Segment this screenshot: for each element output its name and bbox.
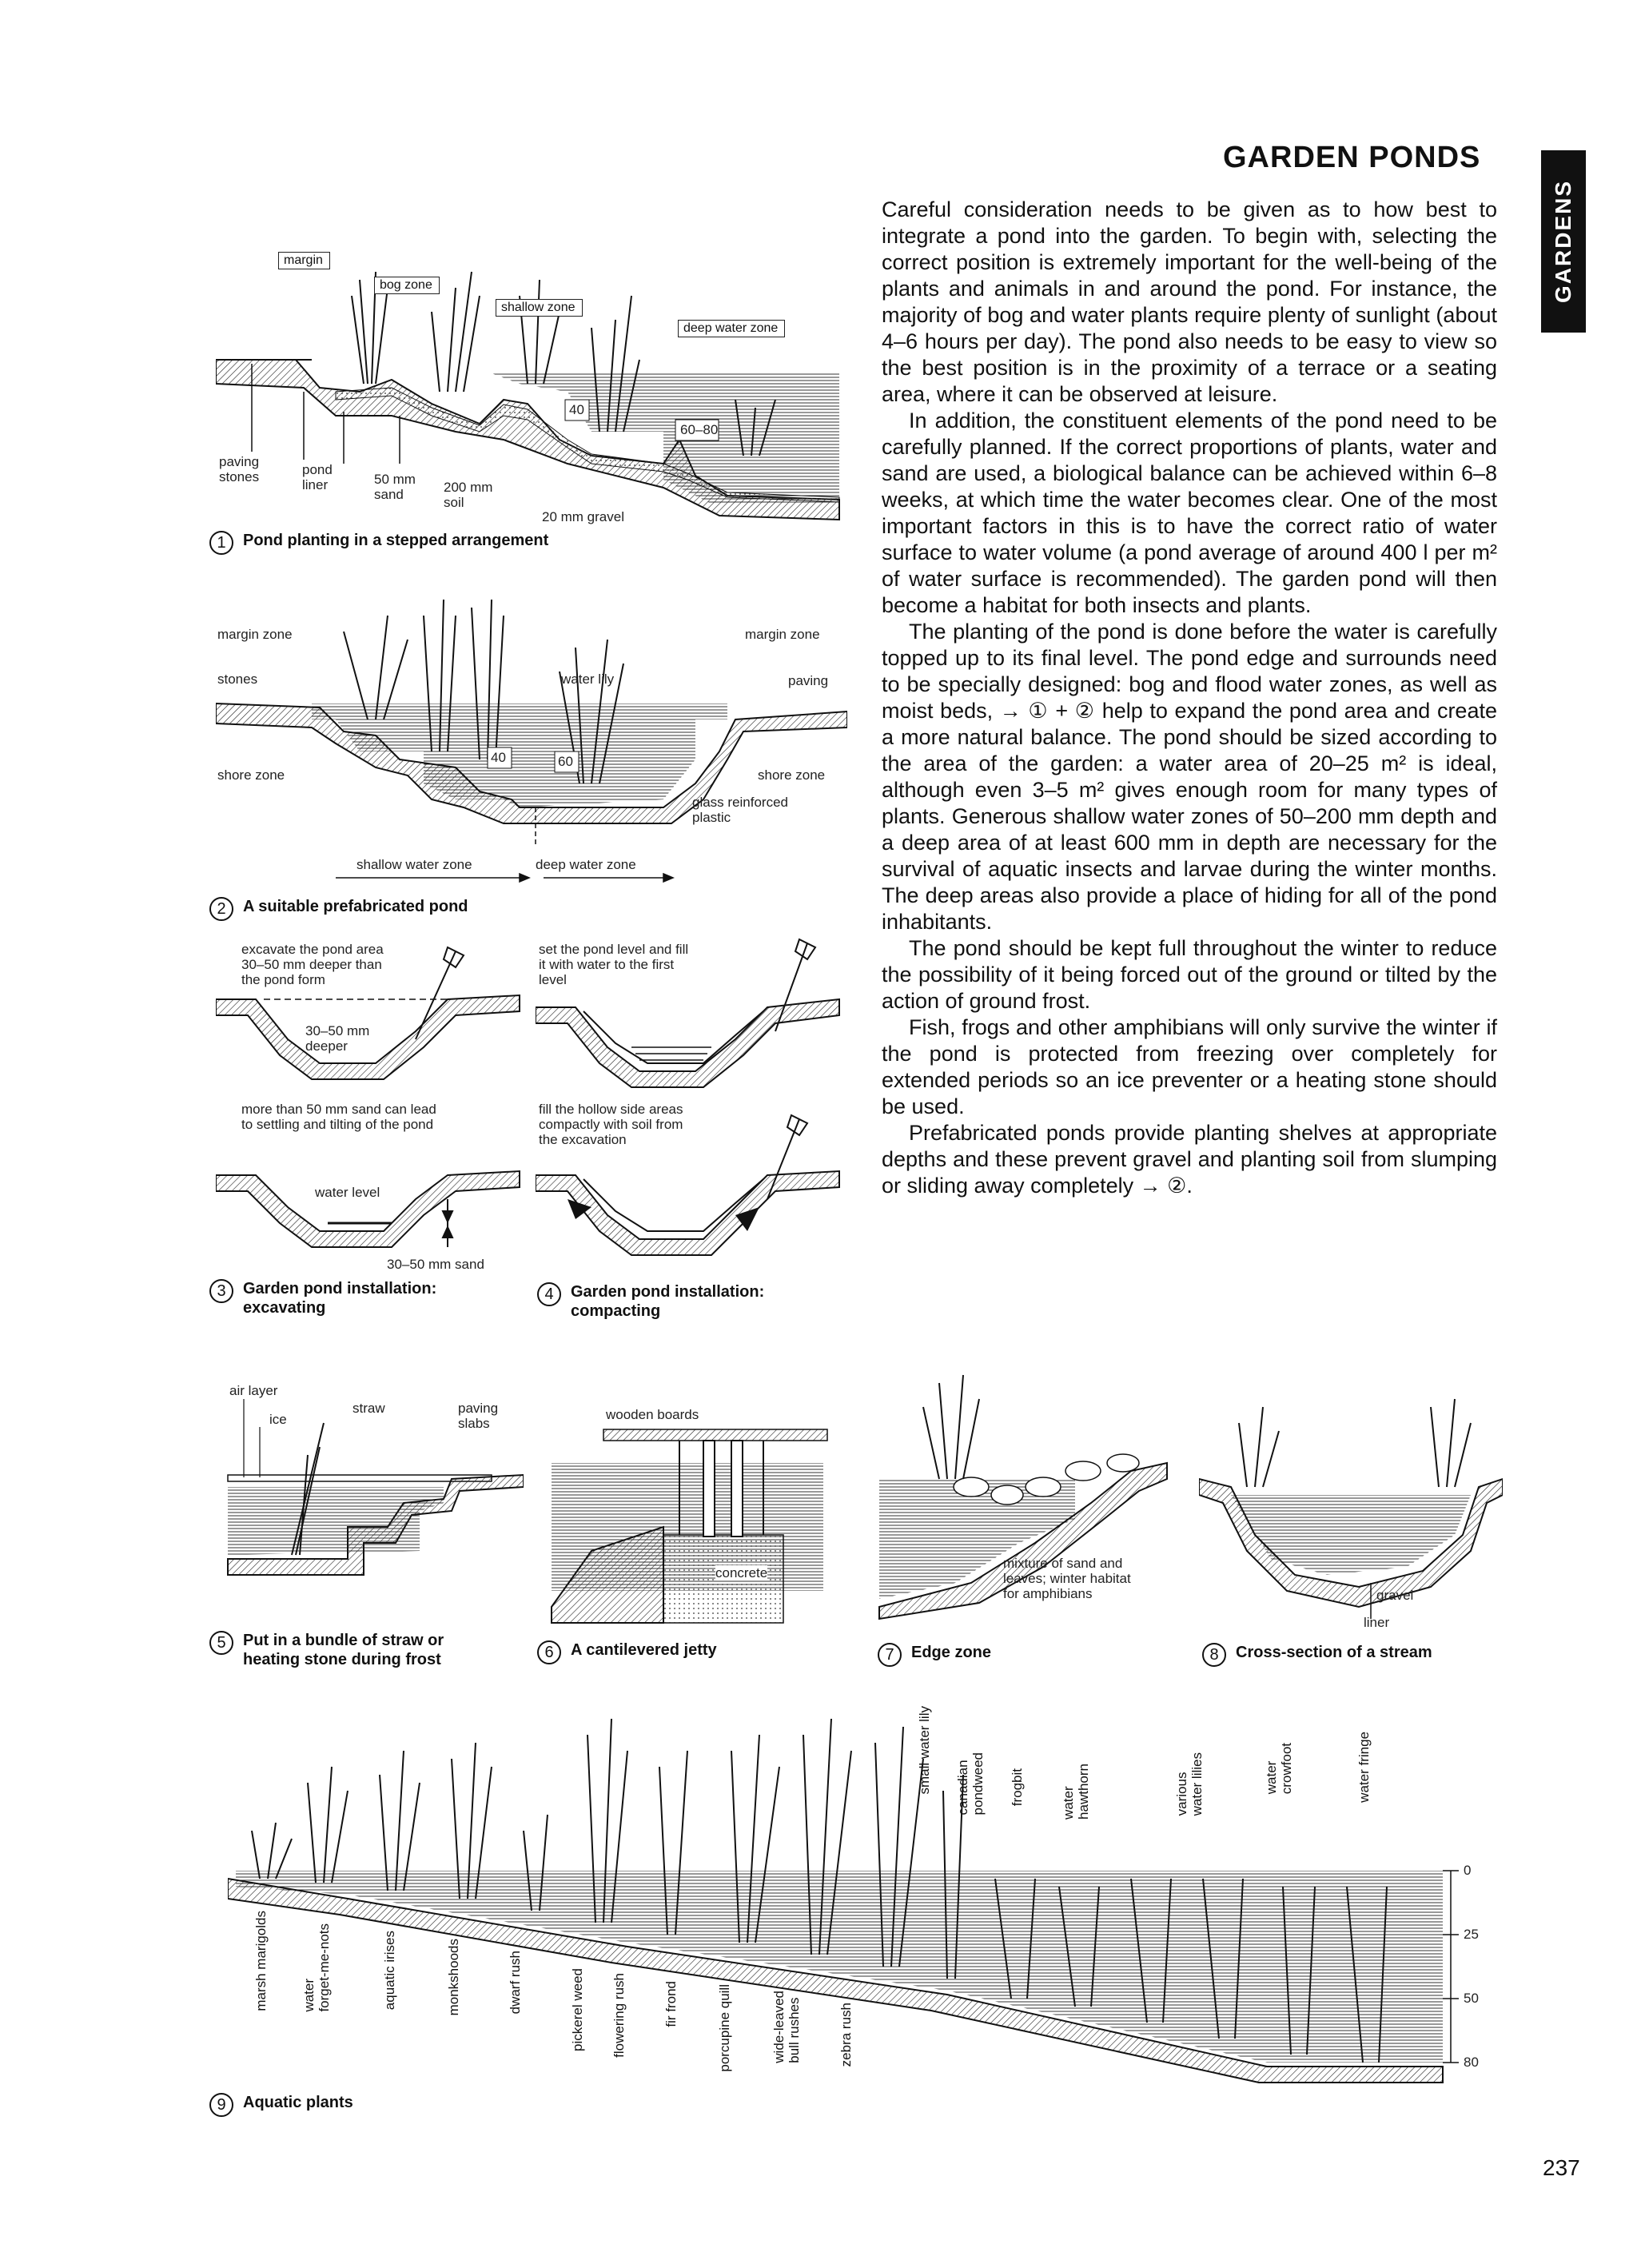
label-sand: 30–50 mm sand: [387, 1257, 484, 1272]
label-air-layer: air layer: [229, 1383, 278, 1398]
figure-3: [216, 935, 536, 1287]
figure-3-caption: [209, 1279, 436, 1317]
figure-number: 7: [878, 1643, 902, 1667]
label-shore-zone-right: shore zone: [758, 767, 826, 783]
figure-number: 9: [209, 2093, 233, 2117]
figure-2-caption: [209, 897, 468, 921]
label-excavate: excavate the pond area 30–50 mm deeper than the pond form: [241, 942, 384, 987]
plant-label-marsh-marigolds: marsh marigolds: [253, 1911, 269, 2011]
plant-label-zebra-rush: zebra rush: [838, 2003, 854, 2067]
label-margin: margin: [278, 252, 330, 269]
figure-2-drawing: [216, 568, 847, 887]
caption-text: Cross-section of a stream: [1236, 1644, 1432, 1661]
plant-label-water-forget-me-nots: water forget-me-nots: [301, 1923, 332, 2012]
figure-9-drawing: [228, 1687, 1507, 2103]
label-ice: ice: [269, 1412, 287, 1427]
plant-label-water-hawthorn: water hawthorn: [1061, 1764, 1091, 1820]
figure-6-caption: [537, 1640, 717, 1664]
label-fill-sides: fill the hollow side areas compactly with soil from the excavation: [539, 1102, 683, 1147]
label-set-level: set the pond level and fill it with water to the first level: [539, 942, 689, 987]
caption-text: Pond planting in a stepped arrangement: [243, 532, 549, 549]
label-bog-zone: bog zone: [374, 277, 440, 294]
label-depth-40: 40: [569, 402, 584, 417]
label-depth-60-80: 60–80: [680, 422, 719, 437]
label-soil: 200 mm soil: [444, 480, 493, 510]
figure-8-drawing: [1199, 1375, 1503, 1631]
figure-5-caption: [209, 1631, 444, 1669]
caption-text: Garden pond installation: compacting: [571, 1283, 765, 1320]
label-mixture: mixture of sand and leaves; winter habitat for amphibians: [1003, 1556, 1131, 1601]
figure-4: [536, 935, 855, 1287]
figure-number: 4: [537, 1282, 561, 1306]
page-number: 237: [1543, 2155, 1580, 2180]
label-paving-slabs: paving slabs: [458, 1401, 499, 1431]
label-water-level: water level: [315, 1185, 380, 1200]
plant-label-aquatic-irises: aquatic irises: [382, 1931, 397, 2011]
caption-text: Put in a bundle of straw or heating stone during frost: [243, 1632, 444, 1668]
figure-9: [228, 1687, 1507, 2103]
depth-0: 0: [1464, 1863, 1472, 1878]
label-more-than: more than 50 mm sand can lead to settling and tilting of the pond: [241, 1102, 436, 1132]
plant-label-wide-leaved-bull-rushes: wide-leaved bull rushes: [771, 1991, 802, 2063]
label-deep-zone: deep water zone: [678, 320, 785, 337]
plant-label-porcupine-quill: porcupine quill: [717, 1984, 732, 2072]
label-depth-40: 40: [491, 750, 506, 765]
plant-label-monkshoods: monkshoods: [446, 1939, 461, 2016]
figure-8-caption: [1202, 1643, 1432, 1667]
plant-label-flowering-rush: flowering rush: [611, 1973, 627, 2058]
plant-label-pickerel-weed: pickerel weed: [570, 1968, 585, 2051]
label-wooden-boards: wooden boards: [606, 1407, 699, 1422]
paragraph: In addition, the constituent elements of the pond need to be carefully planned. If the correct proportions of plants, water and sand are used, a biological balance can be achieved within 6–8 weeks, at which time the water becomes clear. One of the most important factors in this is to have the correct ratio of water surface to water volume (a pond average of around 400 l per m² of water surface is recommended). The garden pond will then become a habitat for both insects and plants.: [882, 409, 1497, 617]
figure-number: 8: [1202, 1643, 1226, 1667]
figure-4-caption: [537, 1282, 764, 1321]
figure-number: 2: [209, 897, 233, 921]
caption-text: Aquatic plants: [243, 2094, 353, 2111]
figure-number: 1: [209, 531, 233, 555]
plant-label-water-crowfoot: water crowfoot: [1264, 1743, 1294, 1795]
label-margin-zone-right: margin zone: [745, 627, 820, 642]
figure-6: [544, 1391, 847, 1631]
label-stones: stones: [217, 672, 258, 687]
paragraph: The planting of the pond is done before the water is carefully topped up to its final level. The pond edge and surrounds need to be specially designed: bog and flood water zones, as well as moist beds, → ① + ② help to expand the pond area and create a more natural balance. The pond should be sized according to the area of the garden: a water area of 20–25 m² is ideal, although even 3–5 m² gives enough room for many types of plants. Generous shallow water zones of 50–200 mm depth and a deep area of at least 600 mm in depth are necessary for the survival of aquatic insects and larvae during the winter months. The deep areas also provide a place of hiding for all of the pond inhabitants.: [882, 620, 1497, 934]
label-shallow-water-zone: shallow water zone: [356, 857, 472, 872]
label-paving: paving: [788, 673, 829, 688]
figure-5: [220, 1383, 524, 1631]
label-water-lily: water lily: [561, 672, 615, 687]
label-deeper: 30–50 mm deeper: [305, 1023, 370, 1054]
label-gravel: gravel: [1376, 1588, 1414, 1603]
figure-1: [216, 200, 847, 552]
paragraph: Prefabricated ponds provide planting shelves at appropriate depths and these prevent gravel and planting soil from slumping or sliding away completely → ②.: [882, 1121, 1497, 1198]
paragraph: Fish, frogs and other amphibians will only survive the winter if the pond is protected from freezing over completely for extended periods so an ice preventer or a heating stone should be used.: [882, 1015, 1497, 1118]
depth-25: 25: [1464, 1927, 1479, 1942]
plant-label-various-water-lilies: various water lilies: [1174, 1752, 1205, 1816]
label-sand: 50 mm sand: [374, 472, 416, 502]
figure-2: [216, 568, 847, 887]
plant-label-small-water-lily: small water lily: [917, 1706, 932, 1795]
label-shore-zone-left: shore zone: [217, 767, 285, 783]
figure-7-caption: [878, 1643, 991, 1667]
label-liner: liner: [1364, 1615, 1390, 1630]
figure-6-drawing: [544, 1391, 847, 1631]
figure-8: [1199, 1375, 1503, 1631]
label-margin-zone-left: margin zone: [217, 627, 293, 642]
paragraph: Careful consideration needs to be given as to how best to integrate a pond into the garden. To begin with, selecting the correct position is extremely important for the well-being of the plants and animals in and around the pond. For instance, the majority of bog and water plants require plenty of sunlight (about 4–6 hours per day). The pond also needs to be easy to view so the best position is in the proximity of a terrace or a seating area, where it can be observed at leisure.: [882, 197, 1497, 406]
plant-label-dwarf-rush: dwarf rush: [508, 1951, 523, 2015]
figure-number: 6: [537, 1640, 561, 1664]
figure-number: 5: [209, 1631, 233, 1655]
caption-text: A cantilevered jetty: [571, 1641, 717, 1659]
plant-label-water-fringe: water fringe: [1356, 1732, 1372, 1803]
figure-number: 3: [209, 1279, 233, 1303]
label-deep-water-zone: deep water zone: [536, 857, 636, 872]
label-straw: straw: [352, 1401, 385, 1416]
figure-1-caption: [209, 531, 548, 555]
label-concrete: concrete: [715, 1565, 768, 1580]
plant-label-frogbit: frogbit: [1010, 1768, 1025, 1807]
figure-9-caption: [209, 2093, 353, 2117]
figure-7: [875, 1351, 1171, 1623]
label-gravel: 20 mm gravel: [542, 509, 624, 524]
paragraph: The pond should be kept full throughout the winter to reduce the possibility of it being forced out of the ground or tilted by the action of ground frost.: [882, 936, 1497, 1013]
depth-50: 50: [1464, 1991, 1479, 2006]
label-pond-liner: pond liner: [302, 462, 333, 492]
depth-80: 80: [1464, 2055, 1479, 2070]
plant-label-canadian-pondweed: canadian pondweed: [955, 1752, 986, 1816]
label-paving-stones: paving stones: [219, 454, 260, 484]
plant-label-fir-frond: fir frond: [663, 1981, 679, 2027]
caption-text: Garden pond installation: excavating: [243, 1280, 437, 1317]
label-glass-plastic: glass reinforced plastic: [692, 795, 789, 825]
caption-text: A suitable prefabricated pond: [243, 898, 468, 915]
label-depth-60: 60: [558, 754, 573, 769]
body-text: [882, 197, 1497, 1199]
label-shallow-zone: shallow zone: [496, 299, 583, 317]
caption-text: Edge zone: [911, 1644, 992, 1661]
section-tab: GARDENS: [1541, 150, 1586, 333]
page-title: GARDEN PONDS: [1223, 141, 1481, 174]
